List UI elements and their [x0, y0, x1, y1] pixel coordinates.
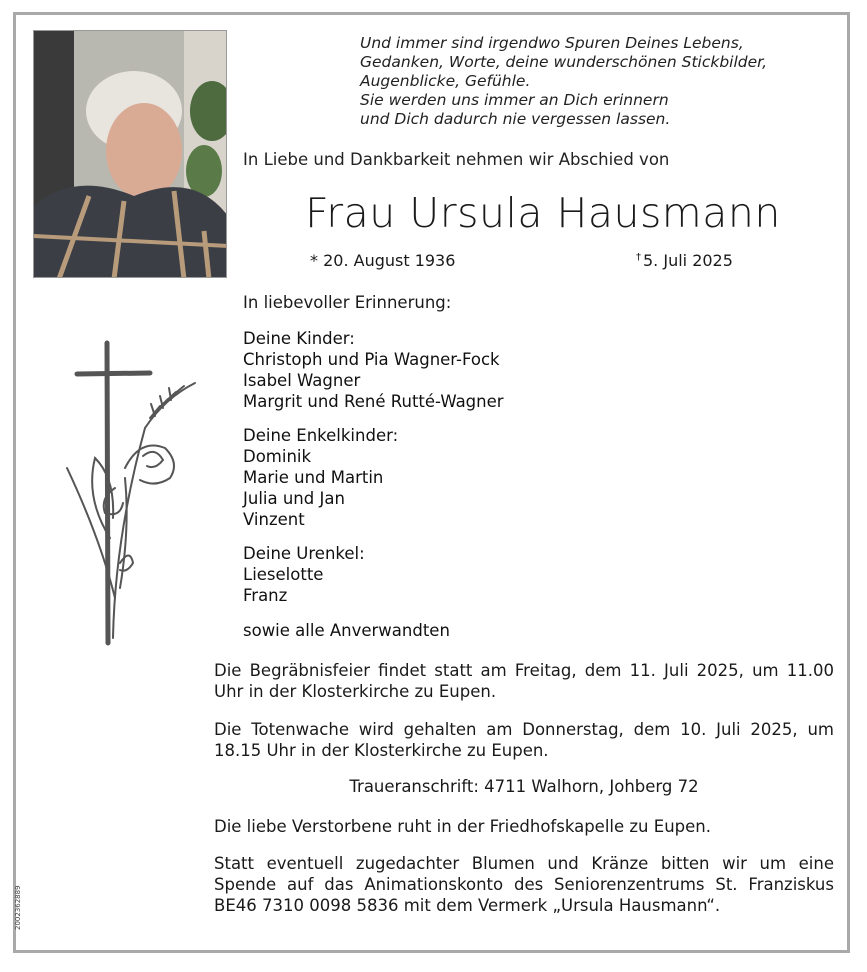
- grandchildren-section: [243, 425, 398, 530]
- dagger-symbol: †: [636, 252, 641, 263]
- funeral-info: Die Begräbnisfeier findet statt am Freitag, dem 11. Juli 2025, um 11.00 Uhr in der Klosterkirche zu Eupen.: [214, 661, 834, 701]
- portrait-photo: [33, 30, 227, 278]
- cross-with-wheat-and-rose-icon: [55, 338, 205, 652]
- intro-text: In Liebe und Dankbarkeit nehmen wir Abschied von: [243, 150, 670, 169]
- mourning-address: Traueranschrift: 4711 Walhorn, Johberg 72: [349, 777, 699, 796]
- poem-line: und Dich dadurch nie vergessen lassen.: [360, 110, 671, 128]
- wake-info: Die Totenwache wird gehalten am Donnerstag, dem 10. Juli 2025, um 18.15 Uhr in der Klosterkirche zu Eupen.: [214, 720, 834, 760]
- birth-date: * 20. August 1936: [310, 251, 456, 270]
- poem-line: Augenblicke, Gefühle.: [360, 72, 531, 90]
- great-grandchild-name: Franz: [243, 586, 288, 605]
- children-heading: Deine Kinder:: [243, 329, 355, 348]
- grandchild-name: Marie und Martin: [243, 468, 384, 487]
- resting-info: Die liebe Verstorbene ruht in der Friedhofskapelle zu Eupen.: [214, 817, 711, 836]
- death-date-text: 5. Juli 2025: [643, 251, 733, 270]
- child-name: Christoph und Pia Wagner-Fock: [243, 350, 500, 369]
- ad-number: 2002362889: [14, 885, 22, 930]
- grandchildren-heading: Deine Enkelkinder:: [243, 426, 399, 445]
- poem-line: Gedanken, Worte, deine wunderschönen Stickbilder,: [360, 53, 768, 71]
- great-grandchildren-heading: Deine Urenkel:: [243, 544, 365, 563]
- child-name: Margrit und René Rutté-Wagner: [243, 392, 504, 411]
- poem-line: Und immer sind irgendwo Spuren Deines Lebens,: [360, 34, 744, 52]
- great-grandchild-name: Lieselotte: [243, 565, 324, 584]
- donation-info: Statt eventuell zugedachter Blumen und Kränze bitten wir um eine Spende auf das Animationskonto des Seniorenzentrums St. Franziskus BE46 7310 0098 5836 mit dem Vermerk „Ursula Hausmann“.: [214, 854, 834, 915]
- poem-line: Sie werden uns immer an Dich erinnern: [360, 91, 669, 109]
- great-grandchildren-section: [243, 543, 365, 606]
- grandchild-name: Julia und Jan: [243, 489, 345, 508]
- memory-heading: In liebevoller Erinnerung:: [243, 293, 452, 312]
- grandchild-name: Dominik: [243, 447, 312, 466]
- relatives-line: sowie alle Anverwandten: [243, 621, 450, 640]
- death-date: [636, 251, 733, 270]
- child-name: Isabel Wagner: [243, 371, 361, 390]
- poem: [360, 34, 840, 129]
- children-section: [243, 328, 504, 412]
- deceased-name: Frau Ursula Hausmann: [305, 189, 781, 237]
- grandchild-name: Vinzent: [243, 510, 305, 529]
